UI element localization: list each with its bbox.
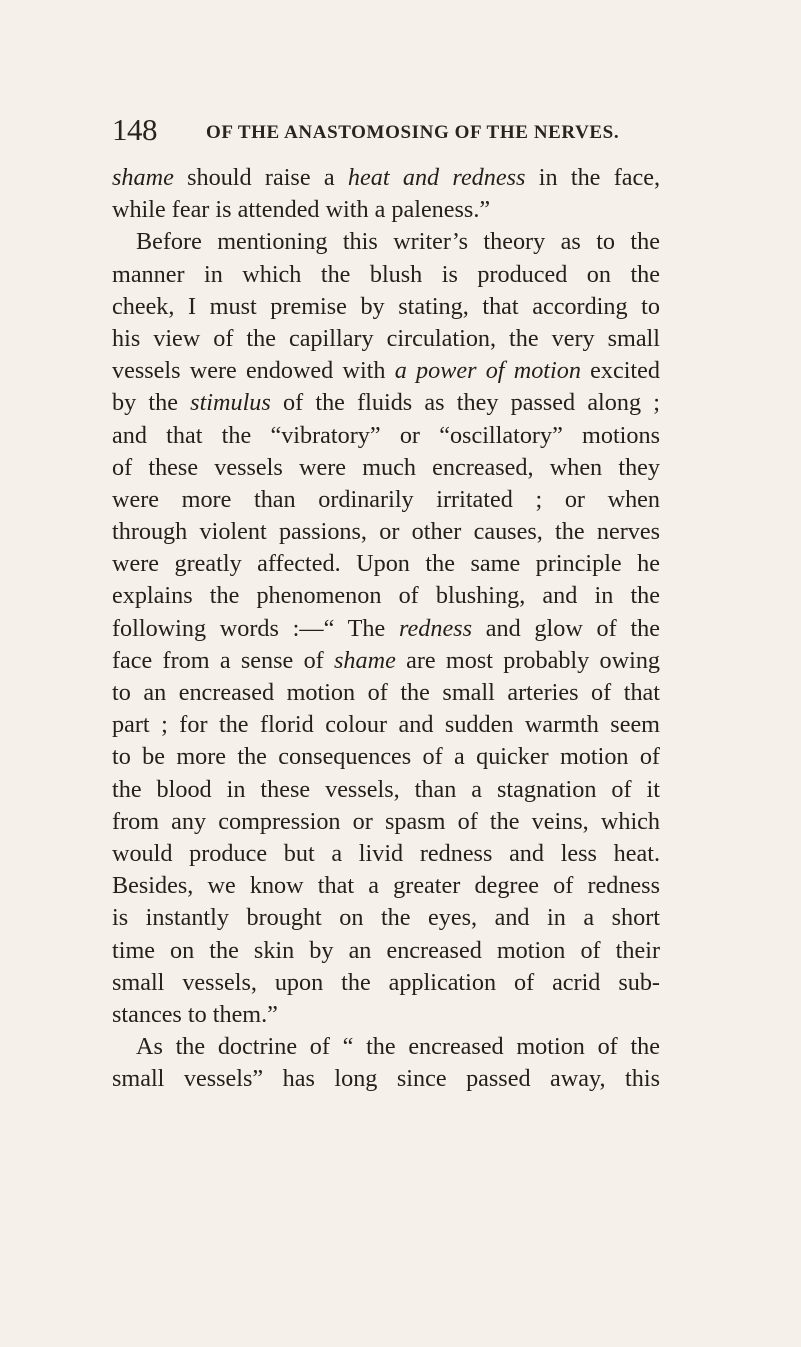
text-run: and that the “vibratory” or “oscillatory” motions [112,421,660,449]
text-line [112,226,660,258]
text-run: through violent passions, or other causes, the nerves [112,518,660,546]
text-run: the blood in these vessels, than a stagnation of it [112,775,660,803]
text-line [112,548,660,580]
text-run: Besides, we know that a greater degree of redness [112,872,660,900]
text-line [112,1031,660,1063]
text-line [112,774,660,806]
text-run: manner in which the blush is produced on the [112,260,660,288]
text-line [112,291,660,323]
text-run: of these vessels were much encreased, when they [112,453,660,481]
text-line [112,194,660,226]
text-run: from any compression or spasm of the veins, which [112,807,660,835]
text-line [112,741,660,773]
text-run: following words :—“ The [112,614,399,642]
text-line [112,387,660,419]
text-run: by the [112,389,191,417]
text-line [112,935,660,967]
text-line [112,870,660,902]
text-run: face from a sense of [112,646,335,674]
text-run: while fear is attended with a paleness.” [112,196,491,224]
text-line [112,999,660,1031]
text-run: to an encreased motion of the small arteries of that [112,679,660,706]
text-run: excited [580,357,660,385]
text-run: were greatly affected. Upon the same principle he [112,550,660,578]
text-run: As the doctrine of “ the encreased motion of the [136,1033,660,1061]
page-number: 148 [112,112,157,147]
italic-run: redness [399,614,472,642]
text-run: to be more the consequences of a quicker motion of [112,743,660,771]
text-line [112,355,660,387]
text-line [112,613,660,645]
running-title: OF THE ANASTOMOSING OF THE NERVES. [206,122,620,143]
text-line [112,677,660,709]
text-run: would produce but a livid redness and less heat. [112,839,660,867]
text-run: his view of the capillary circulation, the very small [112,324,660,352]
text-run: small vessels, upon the application of acrid sub- [112,968,660,996]
running-head [112,112,672,152]
text-line [112,516,660,548]
text-line [112,1063,660,1095]
text-run: are most probably owing [395,646,661,674]
text-line [112,580,660,612]
text-run: time on the skin by an encreased motion of their [112,936,660,964]
italic-run: heat and redness [347,164,526,191]
text-line [112,967,660,999]
text-run: Before mentioning this writer’s theory as to the [136,228,660,256]
text-run: should raise a [173,164,348,191]
text-line [112,645,660,677]
italic-run: shame [334,646,396,674]
text-line [112,323,660,355]
text-line [112,902,660,934]
text-line [112,420,660,452]
italic-run: shame [112,164,174,191]
text-line [112,484,660,516]
text-run: of the fluids as they passed along ; [270,389,660,417]
text-run: vessels were endowed with [112,357,395,385]
text-line [112,806,660,838]
italic-run: a power of motion [394,357,581,385]
italic-run: stimulus [190,389,271,417]
text-run: part ; for the florid colour and sudden warmth seem [112,711,660,739]
text-line [112,162,660,194]
text-line [112,259,660,291]
text-run: is instantly brought on the eyes, and in a short [112,904,660,932]
text-run: cheek, I must premise by stating, that according to [112,292,660,320]
text-line [112,838,660,870]
text-line [112,452,660,484]
text-run: small vessels” has long since passed away, this [112,1065,660,1093]
body-text [112,162,660,1095]
text-run: stances to them.” [112,1000,278,1028]
text-run: explains the phenomenon of blushing, and in the [112,582,660,610]
text-run: and glow of the [472,614,660,642]
text-run: were more than ordinarily irritated ; or when [112,485,660,513]
text-line [112,709,660,741]
text-run: in the face, [525,164,660,191]
